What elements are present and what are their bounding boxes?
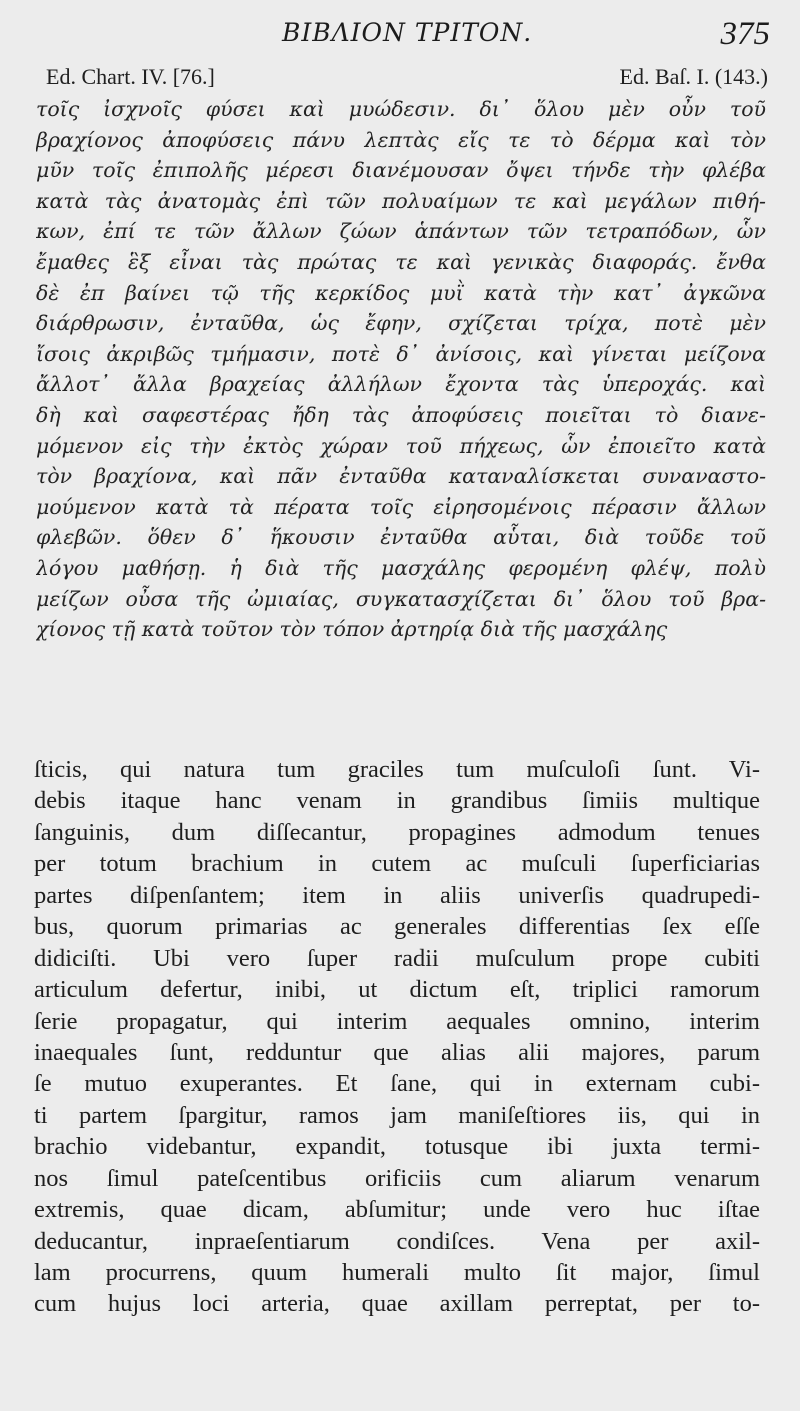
book-title: ΒΙΒΛΙΟΝ ΤΡΙΤΟΝ. [282,18,533,47]
latin-line: brachio videbantur, expandit, totusque ibi juxta termi- [34,1133,760,1161]
latin-line: ſe mutuo exuperantes. Et ſane, qui in externam cubi- [34,1070,760,1098]
latin-line: cum hujus loci arteria, quae axillam perreptat, per to- [34,1290,760,1318]
latin-line: per totum brachium in cutem ac muſculi ſuperficiarias [34,850,760,878]
greek-line: διάρθρωσιν, ἐνταῦθα, ὡς ἔφην, σχίζεται τρίχα, ποτὲ μὲν [36,311,766,336]
edition-references [0,64,800,94]
latin-line: ſanguinis, dum diſſecantur, propagines admodum tenues [34,818,760,846]
latin-line: ſticis, qui natura tum graciles tum muſculoſi ſunt. Vi- [34,756,760,783]
latin-line: debis itaque hanc venam in grandibus ſimiis multique [34,787,760,815]
greek-line: φλεβῶν. ὅθεν δ᾽ ἥκουσιν ἐνταῦθα αὗται, διὰ τοῦδε τοῦ [36,525,766,550]
running-head [0,18,800,54]
page-number: 375 [720,16,770,52]
greek-line: ἔμαθες ἓξ εἶναι τὰς πρώτας τε καὶ γενικὰς διαφοράς. ἔνθα [36,249,766,274]
greek-line: κατὰ τὰς ἀνατομὰς ἐπὶ τῶν πολυαίμων τε καὶ μεγάλων πιθή- [36,188,766,213]
greek-line: δὴ καὶ σαφεστέρας ἤδη τὰς ἀποφύσεις ποιεῖται τὸ διανε- [36,402,766,427]
greek-line: τὸν βραχίονα, καὶ πᾶν ἐνταῦθα καταναλίσκεται συναναστο- [36,464,766,489]
greek-text-block [36,94,766,645]
greek-line: ἄλλοτ᾽ ἄλλα βραχείας ἀλλήλων ἔχοντα τὰς ὑπεροχάς. καὶ [36,372,766,397]
greek-line: μούμενον κατὰ τὰ πέρατα τοῖς εἰρησομένοις πέρασιν ἄλλων [36,494,766,519]
greek-line: μῦν τοῖς ἐπιπολῆς μέρεσι διανέμουσαν ὄψει τήνδε τὴν φλέβα [36,158,766,183]
latin-line: didiciſti. Ubi vero ſuper radii muſculum prope cubiti [34,944,760,972]
latin-line: lam procurrens, quum humerali multo ſit major, ſimul [34,1259,760,1286]
greek-line: μείζων οὖσα τῆς ὠμιαίας, συγκατασχίζεται δι᾽ ὅλου τοῦ βρα- [36,586,766,611]
latin-line: ſerie propagatur, qui interim aequales omnino, interim [34,1007,760,1035]
edition-basel-reference: Ed. Baſ. I. (143.) [619,64,768,89]
greek-line: βραχίονος ἀποφύσεις πάνυ λεπτὰς εἴς τε τὸ δέρμα καὶ τὸν [36,127,766,152]
latin-line: nos ſimul pateſcentibus orificiis cum aliarum venarum [34,1164,760,1192]
latin-line: ti partem ſpargitur, ramos jam maniſeſtiores iis, qui in [34,1101,760,1129]
latin-text-block [34,754,760,1320]
latin-line: articulum defertur, inibi, ut dictum eſt, triplici ramorum [34,976,760,1004]
latin-line: partes diſpenſantem; item in aliis univerſis quadrupedi- [34,881,760,909]
edition-chart-reference: Ed. Chart. IV. [76.] [46,64,215,89]
latin-line: inaequales ſunt, redduntur que alias alii majores, parum [34,1038,760,1066]
greek-line: χίονος τῇ κατὰ τοῦτον τὸν τόπον ἀρτηρίᾳ διὰ τῆς μασχάλης [36,617,668,642]
latin-line: deducantur, inpraeſentiarum condiſces. Vena per axil- [34,1227,760,1255]
greek-line: ἴσοις ἀκριβῶς τμήμασιν, ποτὲ δ᾽ ἀνίσοις, καὶ γίνεται μείζονα [36,341,766,366]
greek-line: μόμενον εἰς τὴν ἐκτὸς χώραν τοῦ πήχεως, ὧν ἐποιεῖτο κατὰ [36,433,766,458]
greek-line: λόγου μαθήσῃ. ἡ διὰ τῆς μασχάλης φερομένη φλέψ, πολὺ [36,555,766,580]
greek-line: κων, ἐπί τε τῶν ἄλλων ζώων ἁπάντων τῶν τετραπόδων, ὧν [36,219,766,244]
greek-line: δὲ ἐπ βαίνει τῷ τῆς κερκίδος μυῒ κατὰ τὴν κατ᾽ ἀγκῶνα [36,280,766,305]
greek-line: τοῖς ἰσχνοῖς φύσει καὶ μυώδεσιν. δι᾽ ὅλου μὲν οὖν τοῦ [36,97,766,121]
latin-line: extremis, quae dicam, abſumitur; unde vero huc iſtae [34,1196,760,1224]
latin-line: bus, quorum primarias ac generales differentias ſex eſſe [34,913,760,941]
